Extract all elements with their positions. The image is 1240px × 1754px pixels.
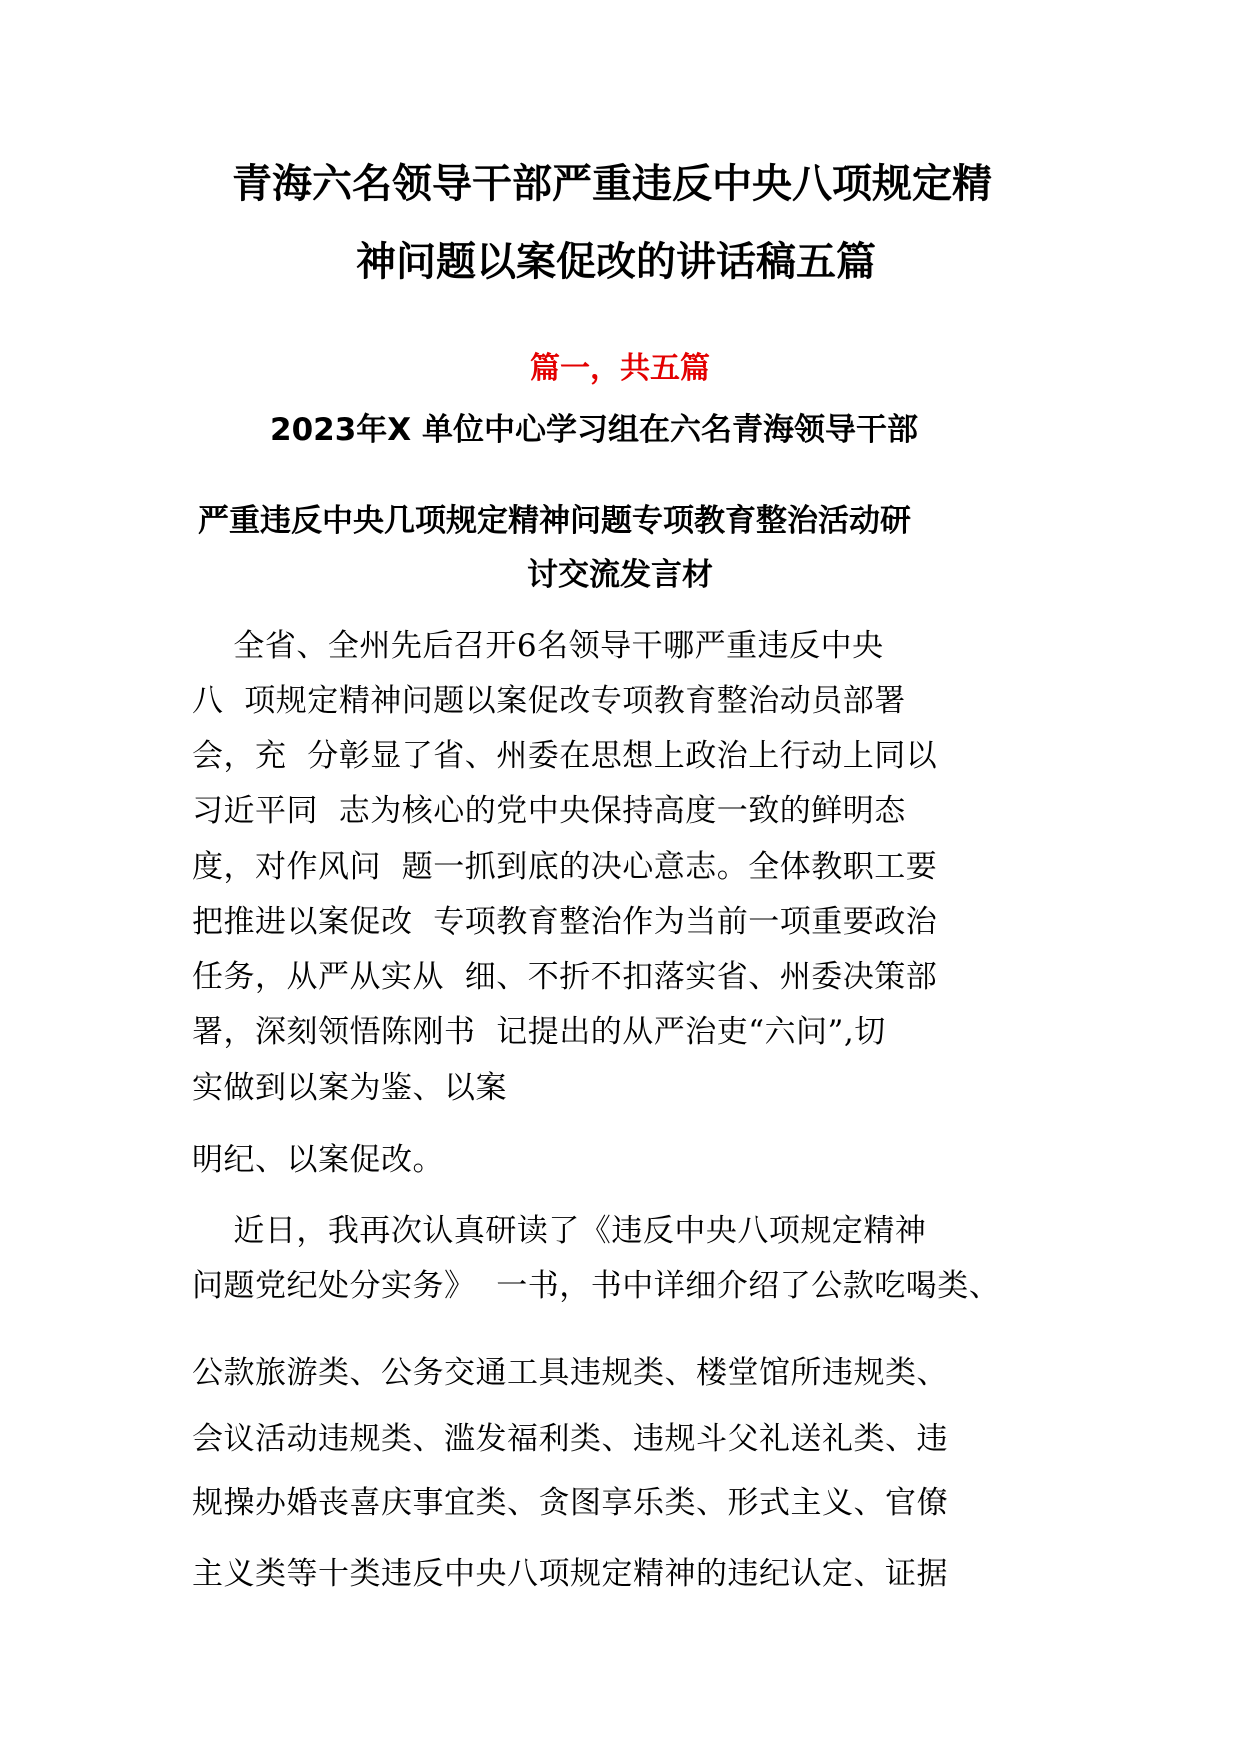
body-line-7: 任务，从严从实从 细、不折不扣落实省、州委决策部: [192, 959, 938, 995]
body-line-9: 实做到以案为鉴、以案: [192, 1070, 507, 1106]
body-line-4: 习近平同 志为核心的党中央保持高度一致的鲜明态: [192, 793, 906, 829]
document-title-line-2: 神问题以案促改的讲话稿五篇: [356, 239, 876, 285]
body-line-5: 度，对作风问 题一抓到底的决心意志。全体教职工要: [192, 849, 938, 885]
body-line-2: 八 项规定精神问题以案促改专项教育整治动员部署: [192, 683, 906, 719]
body-line-14: 会议活动违规类、滥发福利类、违规斗父礼送礼类、违: [192, 1421, 948, 1457]
body-line-1: 全省、全州先后召开6名领导干哪严重违反中央: [192, 628, 884, 664]
subtitle-line-1: 2023年X 单位中心学习组在六名青海领导干部: [270, 412, 918, 448]
body-line-15: 规操办婚丧喜庆事宜类、贪图享乐类、形式主义、官僚: [192, 1485, 948, 1521]
body-line-10: 明纪、以案促改。: [192, 1142, 444, 1178]
body-line-6: 把推进以案促改 专项教育整治作为当前一项重要政治: [192, 904, 938, 940]
body-line-11: 近日，我再次认真研读了《违反中央八项规定精神: [192, 1213, 927, 1249]
document-title-line-1: 青海六名领导干部严重违反中央八项规定精: [232, 161, 992, 207]
body-line-13: 公款旅游类、公务交通工具违规类、楼堂馆所违规类、: [192, 1355, 948, 1391]
body-line-3: 会，充 分彰显了省、州委在思想上政治上行动上同以: [192, 738, 938, 774]
section-label: 篇一，共五篇: [530, 351, 710, 386]
body-line-12: 问题党纪处分实务》 一书，书中详细介绍了公款吃喝类、: [192, 1268, 1001, 1304]
body-line-8: 署，深刻领悟陈刚书 记提出的从严治吏“六问”,切: [192, 1014, 886, 1050]
subtitle-line-2: 严重违反中央几项规定精神问题专项教育整治活动研: [198, 503, 911, 539]
subtitle-line-3: 讨交流发言材: [527, 557, 713, 593]
body-line-16: 主义类等十类违反中央八项规定精神的违纪认定、证据: [192, 1556, 948, 1592]
